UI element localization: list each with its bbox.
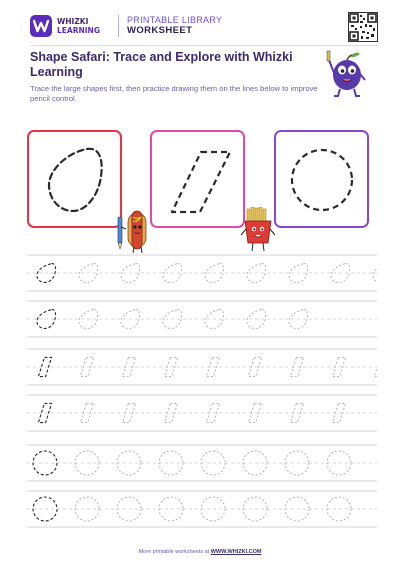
footer <box>0 549 400 555</box>
trace-box-teardrop[interactable] <box>27 130 122 228</box>
w-logo-icon <box>30 15 52 37</box>
fries-character-illustration <box>240 207 276 253</box>
practice-row[interactable] <box>27 395 377 431</box>
teardrop-trace-shape <box>29 132 120 226</box>
worksheet-instructions: Trace the large shapes first, then practice drawing them on the lines below to improve pencil control. <box>30 84 318 103</box>
footer-link[interactable]: WWW.WHIZKI.COM <box>210 549 262 555</box>
practice-area[interactable] <box>27 253 377 528</box>
worksheet-header <box>30 12 378 42</box>
circle-trace-shape <box>276 132 367 226</box>
trace-box-circle[interactable] <box>274 130 369 228</box>
hotdog-character-illustration <box>116 207 156 255</box>
practice-row[interactable] <box>27 491 377 527</box>
plum-mascot-illustration <box>326 46 368 98</box>
worksheet-title: Shape Safari: Trace and Explore with Whizki Learning <box>30 50 293 79</box>
parallelogram-trace-shape <box>152 132 243 226</box>
worksheet-label: WORKSHEET <box>127 25 193 36</box>
practice-row[interactable] <box>27 349 377 385</box>
practice-row[interactable] <box>27 301 377 337</box>
footer-text: More printable worksheets at <box>138 549 211 555</box>
qr-code-icon[interactable] <box>348 12 378 42</box>
header-divider <box>118 15 119 37</box>
library-label: PRINTABLE LIBRARY <box>127 15 223 25</box>
header-titles <box>127 15 222 37</box>
trace-box-parallelogram[interactable] <box>150 130 245 228</box>
logo-line-1: WHIZKI <box>57 17 89 26</box>
logo-wordmark <box>57 17 100 35</box>
whizki-logo[interactable] <box>30 13 108 39</box>
practice-row[interactable] <box>27 255 377 291</box>
practice-row[interactable] <box>27 445 377 481</box>
logo-line-2: LEARNING <box>57 26 100 35</box>
